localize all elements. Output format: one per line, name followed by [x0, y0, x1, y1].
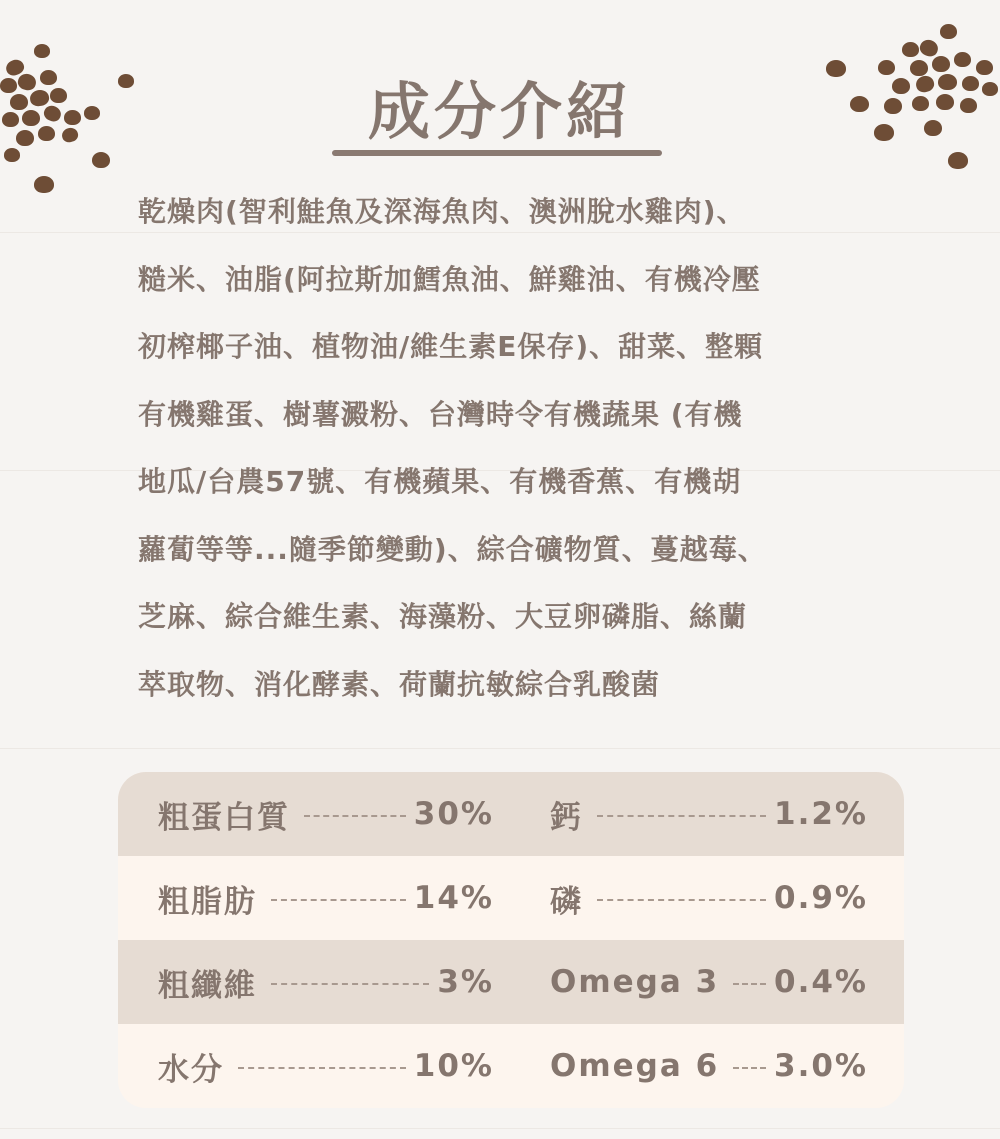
ingredients-line: 乾燥肉(智利鮭魚及深海魚肉、澳洲脫水雞肉)、 — [138, 195, 746, 228]
nutrition-row — [118, 856, 904, 940]
dotted-leader — [271, 899, 406, 901]
nutrition-value: 3% — [437, 964, 494, 1000]
nutrition-panel — [118, 772, 904, 1108]
ingredients-line: 萃取物、消化酵素、荷蘭抗敏綜合乳酸菌 — [138, 667, 661, 701]
nutrition-label: 粗蛋白質 — [158, 799, 290, 836]
nutrition-item — [158, 1024, 494, 1108]
page-title: 成分介紹 — [367, 75, 632, 148]
dotted-leader — [597, 899, 766, 901]
dotted-leader — [271, 983, 429, 985]
dotted-leader — [238, 1067, 406, 1069]
nutrition-label: 粗脂肪 — [158, 883, 257, 920]
nutrition-label: Omega 6 — [550, 1048, 720, 1084]
nutrition-label: 水分 — [158, 1051, 224, 1088]
nutrition-value: 0.9% — [774, 880, 868, 916]
dotted-leader — [733, 1067, 766, 1069]
nutrition-value: 14% — [413, 880, 494, 916]
nutrition-item — [550, 772, 868, 856]
nutrition-row — [118, 940, 904, 1024]
title-underline — [332, 150, 662, 156]
nutrition-value: 1.2% — [774, 796, 868, 832]
nutrition-row — [118, 772, 904, 856]
nutrition-item — [550, 1024, 868, 1108]
ingredients-line: 初榨椰子油、植物油/維生素E保存)、甜菜、整顆 — [138, 330, 764, 363]
ingredients-line: 地瓜/台農57號、有機蘋果、有機香蕉、有機胡 — [138, 465, 742, 498]
nutrition-item — [158, 940, 494, 1024]
nutrition-value: 10% — [413, 1048, 494, 1084]
background-plank-line — [0, 748, 1000, 749]
ingredients-line: 糙米、油脂(阿拉斯加鱈魚油、鮮雞油、有機冷壓 — [138, 262, 761, 296]
dotted-leader — [733, 983, 766, 985]
nutrition-value: 3.0% — [774, 1048, 868, 1084]
ingredients-line: 有機雞蛋、樹薯澱粉、台灣時令有機蔬果 (有機 — [138, 397, 743, 431]
nutrition-value: 0.4% — [774, 964, 868, 1000]
ingredients-line: 蘿蔔等等...隨季節變動)、綜合礦物質、蔓越莓、 — [138, 532, 767, 566]
nutrition-value: 30% — [413, 796, 494, 832]
nutrition-item — [158, 772, 494, 856]
ingredients-line: 芝麻、綜合維生素、海藻粉、大豆卵磷脂、絲蘭 — [138, 600, 748, 633]
nutrition-item — [550, 940, 868, 1024]
ingredients-text — [138, 178, 898, 718]
nutrition-item — [550, 856, 868, 940]
nutrition-label: 粗纖維 — [158, 967, 257, 1004]
background-plank-line — [0, 1128, 1000, 1129]
nutrition-label: 磷 — [550, 883, 583, 920]
dotted-leader — [597, 815, 766, 817]
nutrition-label: Omega 3 — [550, 964, 720, 1000]
nutrition-item — [158, 856, 494, 940]
dotted-leader — [304, 815, 406, 817]
nutrition-row — [118, 1024, 904, 1108]
nutrition-label: 鈣 — [550, 799, 583, 836]
